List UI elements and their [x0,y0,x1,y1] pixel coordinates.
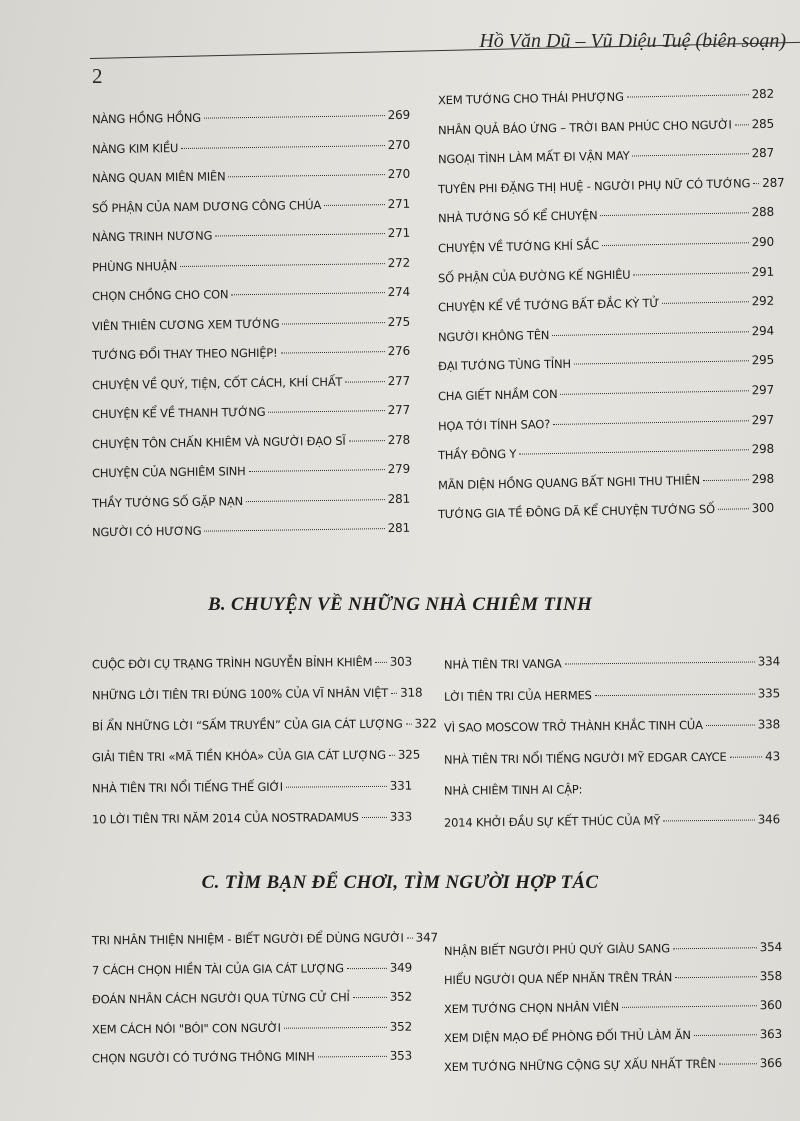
toc-entry-page: 281 [387,491,411,506]
toc-entry-page: 366 [759,1055,783,1071]
toc-entry [92,521,410,539]
toc-entry-page: 325 [397,747,421,762]
toc-entry-page: 346 [757,811,781,826]
dot-leader [362,817,387,818]
toc-entry [444,686,780,704]
toc-entry-page: 335 [757,685,781,700]
toc-entry [444,998,782,1016]
toc-entry-title: NHÂN QUẢ BÁO ỨNG – TRỜI BAN PHÚC CHO NGƯỜI [437,117,732,137]
toc-entry-page: 277 [387,373,411,388]
toc-entry [92,167,410,185]
toc-entry [92,432,410,450]
dot-leader [633,272,748,275]
dot-leader [375,662,386,663]
toc-entry [444,749,780,767]
toc-entry-title: NHÀ TIÊN TRI NỔI TIẾNG THẾ GIỚI [91,779,283,796]
toc-entry [438,235,774,255]
toc-entry-title: NGƯỜI CÓ HƯƠNG [91,523,202,540]
toc-entry-title: XEM CÁCH NÓI "BÓI" CON NGƯỜI [91,1020,281,1036]
toc-entry [438,205,774,225]
toc-entry [437,175,785,197]
toc-entry-page: 322 [414,716,437,731]
toc-entry-page: 294 [751,323,775,338]
toc-entry-title: NHÀ TƯỚNG SỐ KỂ CHUYỆN [437,208,598,226]
toc-entry [438,442,774,462]
dot-leader [228,174,384,177]
toc-entry-page: 278 [387,432,411,447]
toc-entry-page: 297 [751,382,775,398]
dot-leader [282,322,384,324]
toc-entry [92,990,412,1007]
dot-leader [574,361,749,365]
toc-entry-title: CUỘC ĐỜI CỤ TRẠNG TRÌNH NGUYỄN BỈNH KHIÊM [91,654,373,672]
toc-entry-page: 303 [389,654,413,669]
toc-entry-page: 334 [757,654,781,669]
dot-leader [181,145,385,149]
toc-entry-page: 276 [387,343,411,359]
dot-leader [662,301,749,304]
toc-entry [92,226,410,244]
dot-leader [675,976,757,978]
toc-entry-page: 352 [389,989,413,1004]
dot-leader [552,331,748,336]
toc-entry-title: HỌA TỚI TÍNH SAO? [437,416,551,433]
toc-entry [92,491,410,509]
dot-leader [632,153,748,156]
toc-entry-title: MÃN DIỆN HỒNG QUANG BẤT NGHI THU THIÊN [437,472,701,493]
toc-entry [91,685,423,703]
dot-leader [286,786,387,788]
toc-entry [444,1027,782,1045]
toc-entry [438,146,774,166]
toc-entry-page: 354 [759,939,783,955]
toc-entry-page: 318 [400,685,423,700]
dot-leader [694,1034,757,1036]
toc-entry-title: NHÀ CHIÊM TINH AI CẬP: [443,782,583,798]
toc-entry [438,472,774,492]
dot-leader [703,479,749,481]
dot-leader [407,938,413,939]
toc-entry-title: CHỌN NGƯỜI CÓ TƯỚNG THÔNG MINH [91,1049,315,1066]
toc-entry [92,462,410,480]
dot-leader [204,115,385,119]
toc-entry [91,747,421,765]
toc-entry-page: 353 [389,1048,413,1063]
dot-leader [215,233,384,236]
dot-leader [246,499,385,502]
toc-entry [438,324,774,344]
toc-entry [92,1019,412,1036]
dot-leader [318,1056,387,1058]
toc-entry-page: 290 [751,234,775,250]
toc-entry-title: NÀNG QUAN MIÊN MIÊN [91,169,226,186]
dot-leader [180,263,385,267]
toc-entry-page: 349 [389,960,413,975]
toc-entry-title: 7 CÁCH CHỌN HIỀN TÀI CỦA GIA CÁT LƯỢNG [91,960,344,977]
toc-entry [438,383,774,403]
toc-entry-title: CHUYỆN VỀ QUÝ, TIỆN, CỐT CÁCH, KHÍ CHẤT [91,374,343,392]
toc-entry [92,108,410,126]
toc-entry [444,1056,782,1074]
toc-entry-title: NHẬN BIẾT NGƯỜI PHÚ QUÝ GIÀU SANG [443,941,670,959]
toc-entry [438,412,774,432]
dot-leader [595,693,755,696]
toc-entry-page: 352 [389,1019,413,1034]
toc-entry [92,314,410,332]
toc-entry-page: 298 [751,471,775,486]
dot-leader [719,1063,757,1064]
toc-entry-page: 43 [765,748,781,763]
toc-entry-title: ĐOÁN NHÂN CÁCH NGƯỜI QUA TỪNG CỬ CHỈ [91,990,350,1007]
toc-entry [92,196,410,214]
dot-leader [324,204,385,206]
toc-entry [91,930,438,948]
toc-entry [444,717,780,735]
toc-entry [92,344,410,362]
toc-entry [438,87,774,107]
toc-entry-page: 274 [387,284,411,300]
toc-entry [92,655,412,672]
toc-entry-title: CHUYỆN KỂ VỀ THANH TƯỚNG [91,404,266,422]
toc-entry [91,716,437,734]
dot-leader [353,997,387,998]
toc-entry-page: 287 [751,145,775,161]
dot-leader [565,662,755,665]
toc-entry-title: VÌ SAO MOSCOW TRỞ THÀNH KHẮC TINH CỦA [443,718,703,735]
toc-entry-title: NHÀ TIÊN TRI VANGA [443,656,562,672]
toc-entry-title: NGƯỜI KHÔNG TÊN [437,327,550,345]
dot-leader [560,390,748,395]
toc-entry-page: 279 [387,461,411,477]
toc-entry-title: 2014 KHỞI ĐẦU SỰ KẾT THÚC CỦA MỸ [443,812,661,830]
toc-entry-title: XEM TƯỚNG CHỌN NHÂN VIÊN [443,999,620,1017]
dot-leader [349,440,385,442]
toc-entry-title: CHỌN CHỒNG CHO CON [91,287,229,304]
toc-entry-page: 298 [751,441,775,457]
toc-entry [92,779,412,796]
toc-entry-title: THẦY ĐÔNG Y [437,446,517,463]
dot-leader [391,693,397,694]
toc-entry-page: 358 [759,968,783,984]
toc-entry-title: TUYÊN PHI ĐẶNG THỊ HUỆ - NGƯỜI PHỤ NỮ CÓ TƯỚNG [437,176,751,197]
toc-entry-title: THẦY TƯỚNG SỐ GẶP NẠN [91,493,244,510]
toc-entry [438,501,774,521]
toc-entry [92,403,410,421]
toc-entry-page: 331 [389,778,413,793]
toc-entry-title: PHÙNG NHUẬN [91,258,178,274]
toc-entry-page: 285 [751,116,775,131]
dot-leader [345,381,384,383]
dot-leader [602,242,749,246]
toc-entry-page: 347 [415,930,438,945]
toc-entry [92,960,412,977]
toc-entry [92,1049,412,1066]
toc-entry-title: NÀNG HỒNG HỒNG [91,110,202,127]
toc-entry-page: 287 [762,175,785,190]
dot-leader [622,1005,757,1008]
dot-leader [663,819,755,821]
dot-leader [519,449,748,454]
toc-entry-title: NÀNG TRINH NƯƠNG [91,228,213,245]
toc-entry [444,940,782,958]
dot-leader [673,947,757,949]
toc-entry-title: CHUYỆN VỀ TƯỚNG KHÍ SẮC [437,238,599,256]
toc-entry-page: 269 [387,107,411,123]
dot-leader [600,213,748,217]
toc-entry-page: 288 [751,205,775,220]
toc-entry-title: BÍ ẨN NHỮNG LỜI “SẤM TRUYỀN” CỦA GIA CÁT LƯỢNG [91,716,403,734]
toc-entry [438,116,774,136]
toc-entry-title: XEM TƯỚNG CHO THÁI PHƯỢNG [437,89,624,108]
dot-leader [735,124,749,125]
toc-entry [438,294,774,314]
toc-entry-page: 282 [751,86,775,102]
dot-leader [753,183,759,184]
toc-entry [444,969,782,987]
toc-entry-title: 10 LỜI TIÊN TRI NĂM 2014 CỦA NOSTRADAMUS [91,810,359,827]
toc-entry [444,654,780,672]
section-title-b: B. CHUYỆN VỀ NHỮNG NHÀ CHIÊM TINH [207,594,593,615]
toc-entry-title: NHÀ TIÊN TRI NỔI TIẾNG NGƯỜI MỸ EDGAR CAYCE [443,749,727,767]
toc-entry-page: 295 [751,353,775,368]
toc-entry-title: NHỮNG LỜI TIÊN TRI ĐÚNG 100% CỦA VĨ NHÂN VIỆT [91,685,389,703]
toc-entry-page: 277 [387,402,411,418]
page-number: 2 [92,64,103,88]
dot-leader [231,292,384,295]
dot-leader [268,410,384,413]
toc-entry-title: HIỂU NGƯỜI QUA NẾP NHĂN TRÊN TRÁN [443,970,673,988]
toc-entry [92,285,410,303]
toc-entry [92,255,410,273]
dot-leader [204,528,384,532]
dot-leader [706,725,755,727]
toc-entry-page: 300 [751,501,775,516]
toc-entry-page: 275 [387,314,411,329]
toc-entry [92,810,412,827]
toc-entry-page: 360 [759,997,783,1013]
toc-entry-title: CHUYỆN KỂ VỀ TƯỚNG BẤT ĐẮC KỲ TỬ [437,296,660,315]
toc-entry [444,780,780,798]
dot-leader [627,94,749,97]
dot-leader [284,1026,387,1028]
toc-entry-title: NÀNG KIM KIỀU [91,140,179,156]
dot-leader [406,724,412,725]
toc-entry-page: 272 [387,255,411,270]
toc-entry-title: CHUYỆN TÔN CHẤN KHIÊM VÀ NGƯỜI ĐẠO SĨ [91,433,346,451]
toc-entry-page: 363 [759,1026,783,1042]
dot-leader [718,509,749,511]
toc-entry-title: TRI NHÂN THIỆN NHIỆM - BIẾT NGƯỜI ĐỂ DÙNG NGƯỜI [91,930,404,948]
toc-entry-page: 271 [387,225,411,241]
toc-entry-title: XEM DIỆN MẠO ĐỂ PHÒNG ĐỐI THỦ LÀM ĂN [443,1028,691,1046]
toc-entry [438,264,774,284]
toc-entry [92,373,410,391]
dot-leader [347,967,387,968]
toc-entry [444,812,780,830]
toc-entry-page: 270 [387,166,411,182]
toc-entry-title: SỐ PHẬN CỦA ĐƯỜNG KẾ NGHIÊU [437,267,631,285]
dot-leader [389,755,395,756]
toc-entry-page: 270 [387,137,411,152]
toc-entry-page: 291 [751,264,775,279]
dot-leader [249,469,385,472]
toc-entry-page: 281 [387,520,411,536]
toc-entry [438,353,774,373]
toc-entry-page: 292 [751,293,775,309]
toc-entry-title: ĐẠI TƯỚNG TÙNG TỈNH [437,357,572,374]
toc-entry-title: TƯỚNG GIA TỀ ĐÔNG DÃ KỂ CHUYỆN TƯỚNG SỐ [437,502,715,522]
dot-leader [553,420,749,425]
toc-entry-page: 271 [387,196,411,211]
toc-entry-title: LỜI TIÊN TRI CỦA HERMES [443,687,592,704]
toc-entry-title: SỐ PHẬN CỦA NAM DƯƠNG CÔNG CHÚA [91,197,322,215]
dot-leader [281,351,385,353]
toc-entry-page: 338 [757,717,781,732]
dot-leader [729,756,762,757]
toc-entry-title: XEM TƯỚNG NHỮNG CỘNG SỰ XẤU NHẤT TRÊN [443,1056,716,1075]
toc-entry-title: GIẢI TIÊN TRI «MÃ TIỀN KHÓA» CỦA GIA CÁT LƯỢNG [91,747,386,765]
toc-entry-title: TƯỚNG ĐỔI THAY THEO NGHIỆP! [91,345,278,363]
toc-entry-page: 333 [389,809,413,824]
toc-entry [92,137,410,155]
toc-entry-title: VIÊN THIÊN CƯƠNG XEM TƯỚNG [91,316,280,333]
section-title-c: C. TÌM BẠN ĐỂ CHƠI, TÌM NGƯỜI HỢP TÁC [201,872,599,893]
toc-entry-title: CHA GIẾT NHẦM CON [437,386,558,404]
toc-entry-page: 297 [751,412,775,427]
toc-entry-title: NGOẠI TÌNH LÀM MẤT ĐI VẬN MAY [437,148,630,167]
toc-entry-title: CHUYỆN CỦA NGHIÊM SINH [91,464,246,481]
running-header: Hồ Văn Dũ – Vũ Diệu Tuệ (biên soạn) [479,30,786,52]
